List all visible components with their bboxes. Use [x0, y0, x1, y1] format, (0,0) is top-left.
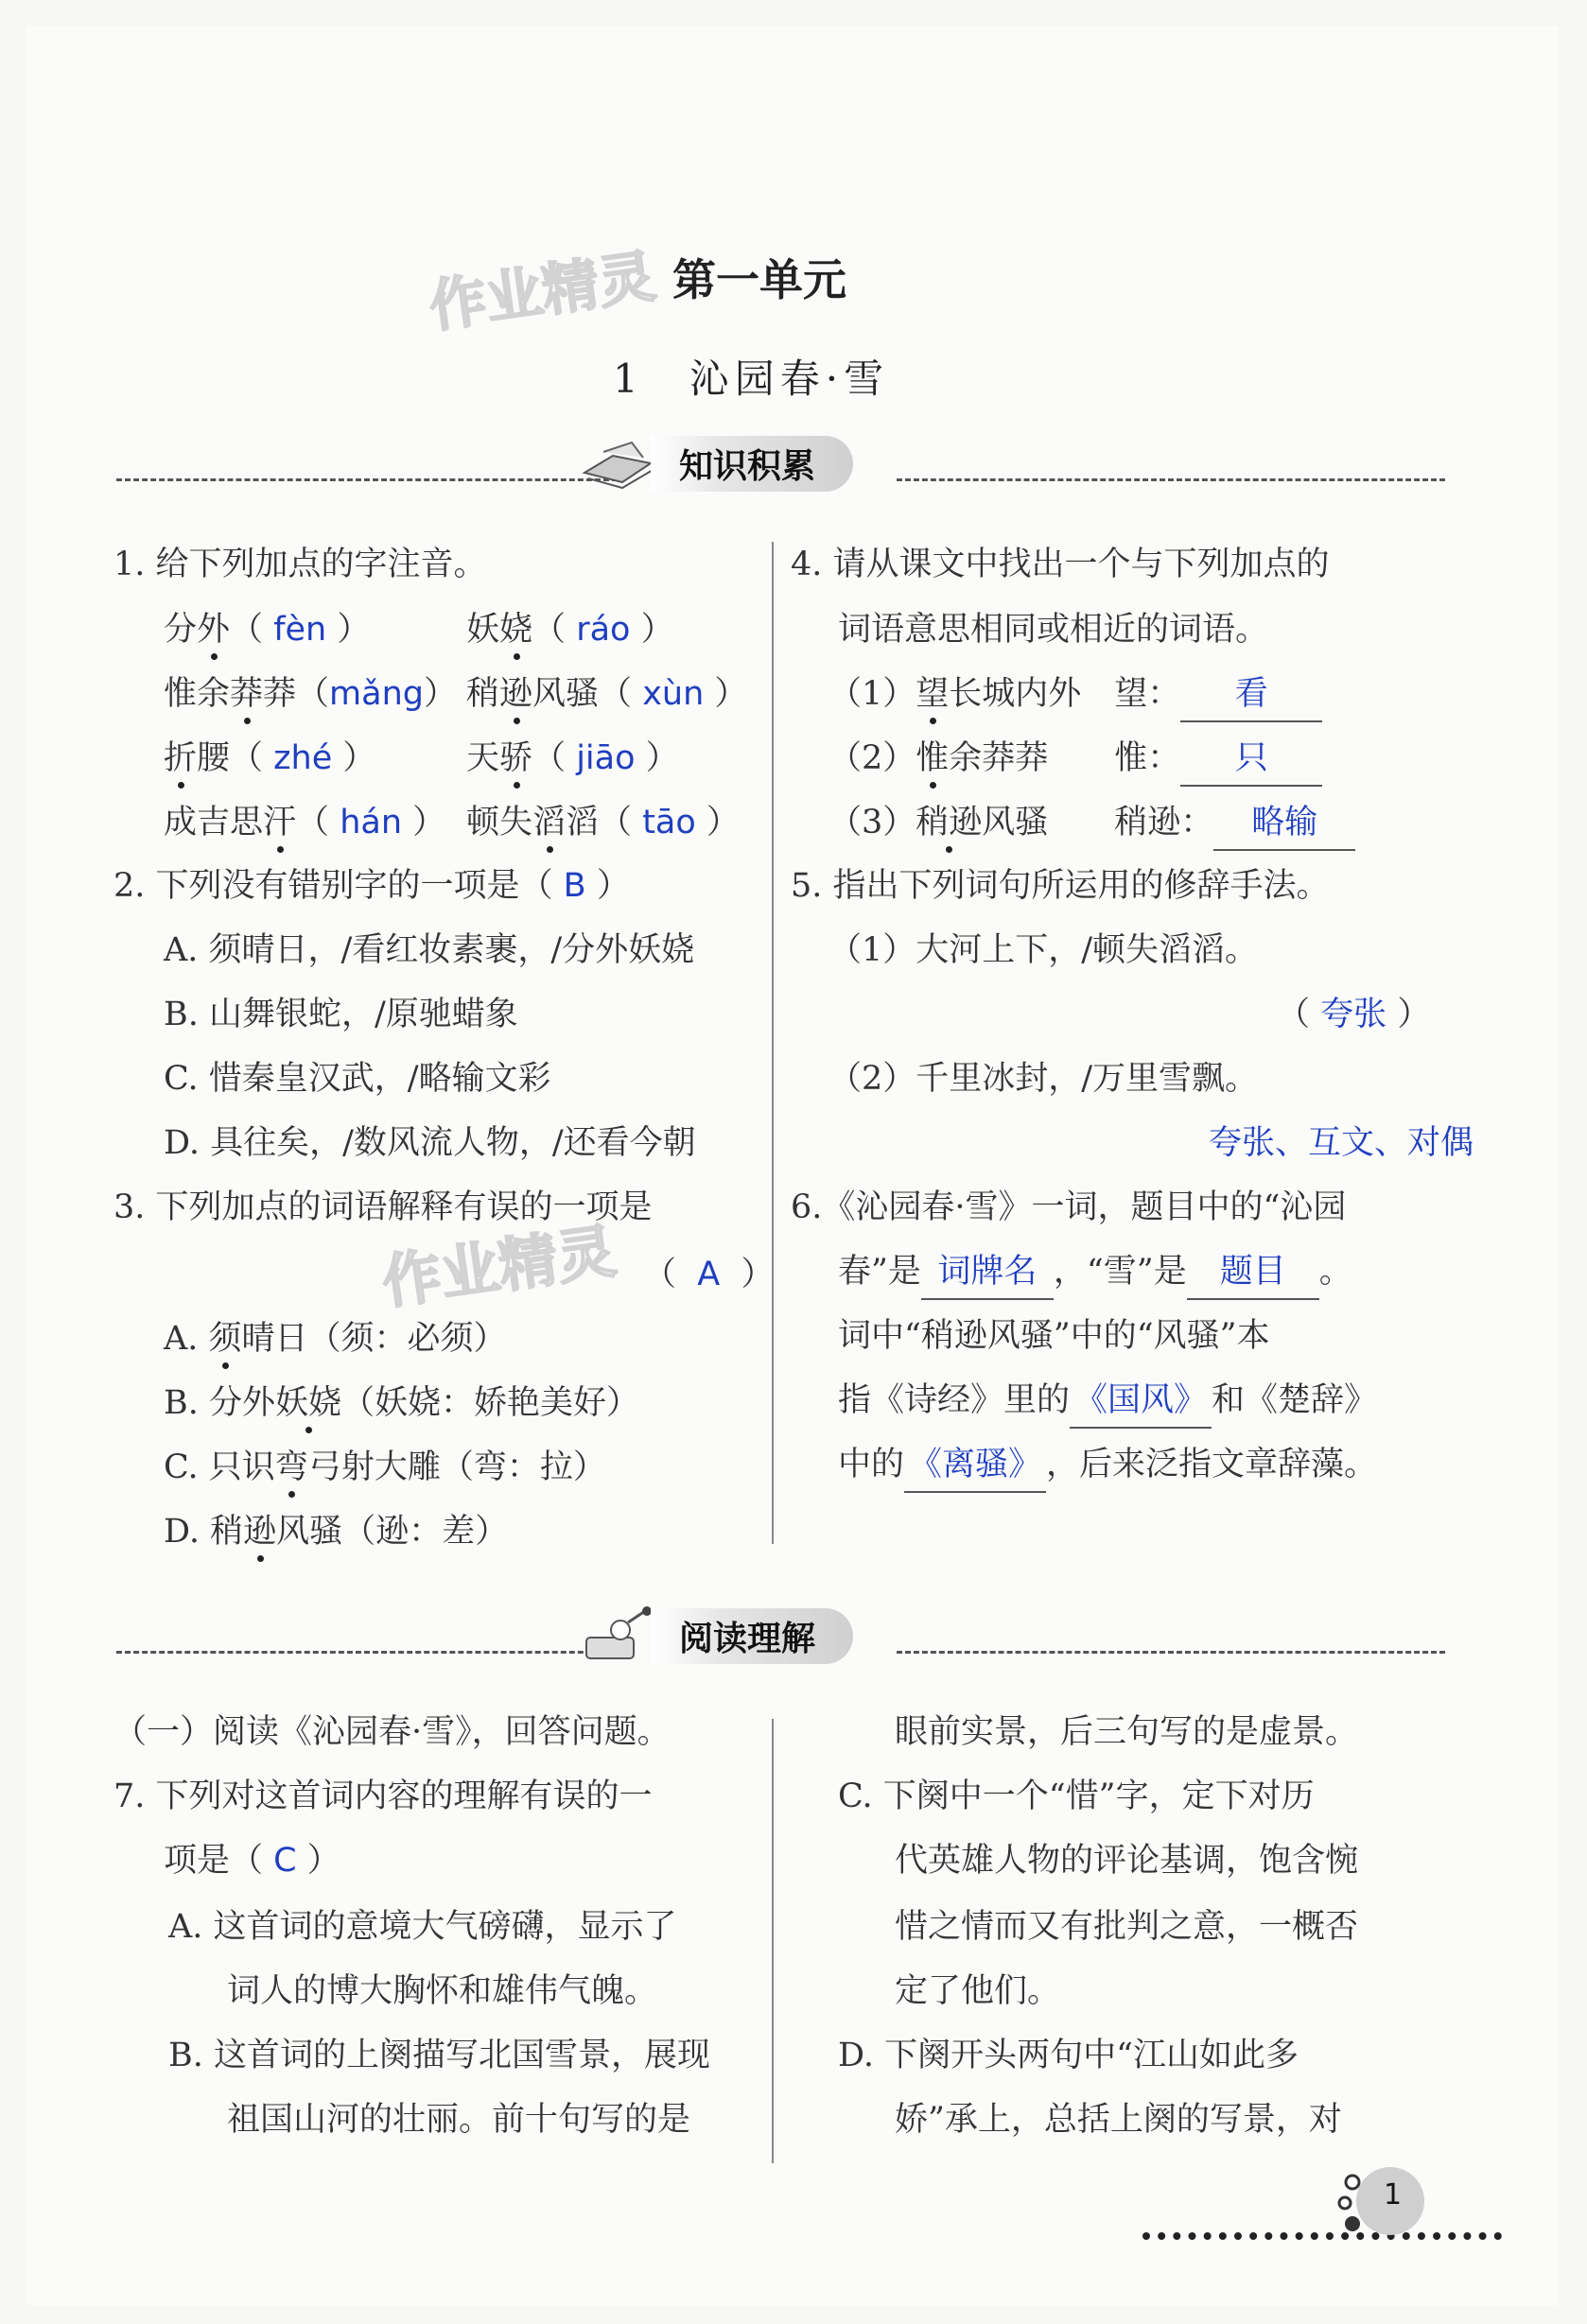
q7-option-c-line2: 代英雄人物的评论基调，饱含惋: [895, 1842, 1359, 1880]
column-divider-bottom: [772, 1719, 774, 2163]
q7-stem-line1: 7. 下列对这首词内容的理解有误的一: [113, 1778, 653, 1815]
unit-title: 第一单元: [672, 254, 846, 305]
column-divider-top: [772, 542, 774, 1544]
footer-dots: [1142, 2232, 1502, 2240]
section-divider-right: [897, 478, 1445, 481]
q5-answer-1-bracket: （ 夸张 ）: [1277, 996, 1431, 1033]
section-title-knowledge: 知识积累: [651, 436, 853, 492]
q7-option-a-line2: 词人的博大胸怀和雄伟气魄。: [227, 1972, 658, 2010]
q4-item-3: （3）稍逊风骚 稍逊： 略输: [828, 790, 1355, 855]
q4-item-2: （2）惟余莽莽 惟： 只: [828, 726, 1322, 790]
watermark: 作业精灵: [425, 243, 660, 341]
q4-stem-line2: 词语意思相同或相近的词语。: [838, 611, 1269, 649]
q1-item-5: 折腰（ zhé ）: [164, 739, 376, 777]
q1-answer-6: jiāo: [576, 739, 636, 777]
q1-stem: 1. 给下列加点的字注音。: [113, 546, 487, 583]
q6-line-4: 指《诗经》里的 《国风》 和《楚辞》: [838, 1368, 1377, 1432]
q3-answer-bracket: （ A ）: [643, 1256, 775, 1293]
page-badge-icon: [1332, 2154, 1426, 2248]
q6-line-5: 中的 《离骚》 ，后来泛指文章辞藻。: [838, 1432, 1377, 1497]
q1-item-4: 稍逊风骚（ xùn ）: [466, 675, 748, 713]
page-number: 1: [1384, 2178, 1403, 2211]
section-header-reading: [575, 1607, 853, 1664]
q1-answer-2: ráo: [576, 611, 631, 649]
q5-stem: 5. 指出下列词句所运用的修辞手法。: [791, 867, 1330, 905]
q7-option-d-line1: D. 下阕开头两句中“江山如此多: [838, 2037, 1299, 2074]
q3-answer: A: [697, 1256, 721, 1293]
q7-option-b-line3: 眼前实景，后三句写的是虚景。: [895, 1713, 1359, 1751]
q3-option-b: B. 分外妖娆（妖娆：娇艳美好）: [164, 1384, 640, 1422]
q1-item-1: 分外（ fèn ）: [164, 611, 371, 649]
section-header-knowledge: [575, 435, 853, 492]
q6-line-1: 6.《沁园春·雪》一词，题目中的“沁园: [791, 1188, 1347, 1226]
book-icon: [575, 435, 660, 492]
watermark-2: 作业精灵: [377, 1216, 620, 1318]
q2-option-d: D. 具往矣，/数风流人物，/还看今朝: [164, 1124, 696, 1162]
q7-option-c-line1: C. 下阕中一个“惜”字，定下对历: [838, 1778, 1315, 1815]
section-divider-left-2: [116, 1651, 618, 1654]
q5-answer-2: 夸张、互文、对偶: [1209, 1124, 1474, 1162]
q4-answer-2: 只: [1180, 736, 1322, 787]
q4-answer-1: 看: [1180, 671, 1322, 722]
q5-answer-1: 夸张: [1320, 996, 1387, 1033]
q7-option-b-line2: 祖国山河的壮丽。前十句写的是: [227, 2101, 691, 2139]
q5-item-2: （2）千里冰封，/万里雪飘。: [828, 1060, 1259, 1098]
q3-option-a: A. 须晴日（须：必须）: [164, 1320, 507, 1358]
q7-option-c-line4: 定了他们。: [895, 1972, 1061, 2010]
q1-answer-3: mǎng: [329, 675, 424, 713]
q5-item-1: （1）大河上下，/顿失滔滔。: [828, 931, 1259, 969]
q6-answer-3: 《国风》: [1070, 1378, 1212, 1429]
q1-answer-8: tāo: [642, 804, 696, 841]
q4-item-1: （1）望长城内外 望： 看: [828, 662, 1322, 726]
q7-stem-line2: 项是（ C ）: [164, 1842, 340, 1880]
q1-answer-4: xùn: [642, 675, 705, 713]
page: [26, 26, 1559, 2305]
q2-option-b: B. 山舞银蛇，/原驰蜡象: [164, 996, 518, 1033]
q6-answer-4: 《离骚》: [904, 1442, 1046, 1493]
q1-answer-5: zhé: [273, 739, 333, 777]
q1-item-7: 成吉思汗（ hán ）: [164, 804, 446, 841]
section-title-reading: 阅读理解: [651, 1608, 853, 1664]
q7-answer: C: [273, 1842, 297, 1880]
q7-option-c-line3: 惜之情而又有批判之意，一概否: [895, 1908, 1359, 1946]
q1-item-2: 妖娆（ ráo ）: [466, 611, 674, 649]
reading-intro: （一）阅读《沁园春·雪》，回答问题。: [113, 1713, 671, 1751]
q2-option-c: C. 惜秦皇汉武，/略输文彩: [164, 1060, 551, 1098]
q4-stem-line1: 4. 请从课文中找出一个与下列加点的: [791, 546, 1330, 583]
q7-option-d-line2: 娇”承上，总括上阕的写景，对: [895, 2101, 1342, 2139]
q2-answer: B: [563, 867, 586, 905]
q6-answer-2: 题目: [1187, 1249, 1319, 1300]
reading-lamp-icon: [575, 1605, 660, 1666]
q3-option-d: D. 稍逊风骚（逊：差）: [164, 1513, 509, 1551]
page-number-badge: [1332, 2154, 1426, 2248]
q7-option-a-line1: A. 这首词的意境大气磅礴，显示了: [168, 1908, 677, 1946]
q3-option-c: C. 只识弯弓射大雕（弯：拉）: [164, 1448, 606, 1486]
q2-stem: 2. 下列没有错别字的一项是（ B ）: [113, 867, 630, 905]
q1-answer-7: hán: [340, 804, 403, 841]
q4-answer-3: 略输: [1213, 800, 1355, 851]
section-divider-right-2: [897, 1651, 1445, 1654]
section-divider-left: [116, 478, 618, 481]
q7-option-b-line1: B. 这首词的上阕描写北国雪景，展现: [168, 2037, 710, 2074]
lesson-title: 1 沁园春·雪: [613, 356, 890, 402]
q6-answer-1: 词牌名: [921, 1249, 1054, 1300]
q2-option-a: A. 须晴日，/看红妆素裹，/分外妖娆: [164, 931, 695, 969]
q1-item-3: 惟余莽莽（mǎng）: [164, 675, 458, 713]
q6-line-2: 春”是 词牌名 ，“雪”是 题目 。: [838, 1240, 1352, 1304]
q6-line-3: 词中“稍逊风骚”中的“风骚”本: [838, 1317, 1270, 1355]
q1-item-6: 天骄（ jiāo ）: [466, 739, 679, 777]
q1-item-8: 顿失滔滔（ tāo ）: [466, 804, 740, 841]
q3-stem: 3. 下列加点的词语解释有误的一项是: [113, 1188, 653, 1226]
q1-answer-1: fèn: [273, 611, 327, 649]
